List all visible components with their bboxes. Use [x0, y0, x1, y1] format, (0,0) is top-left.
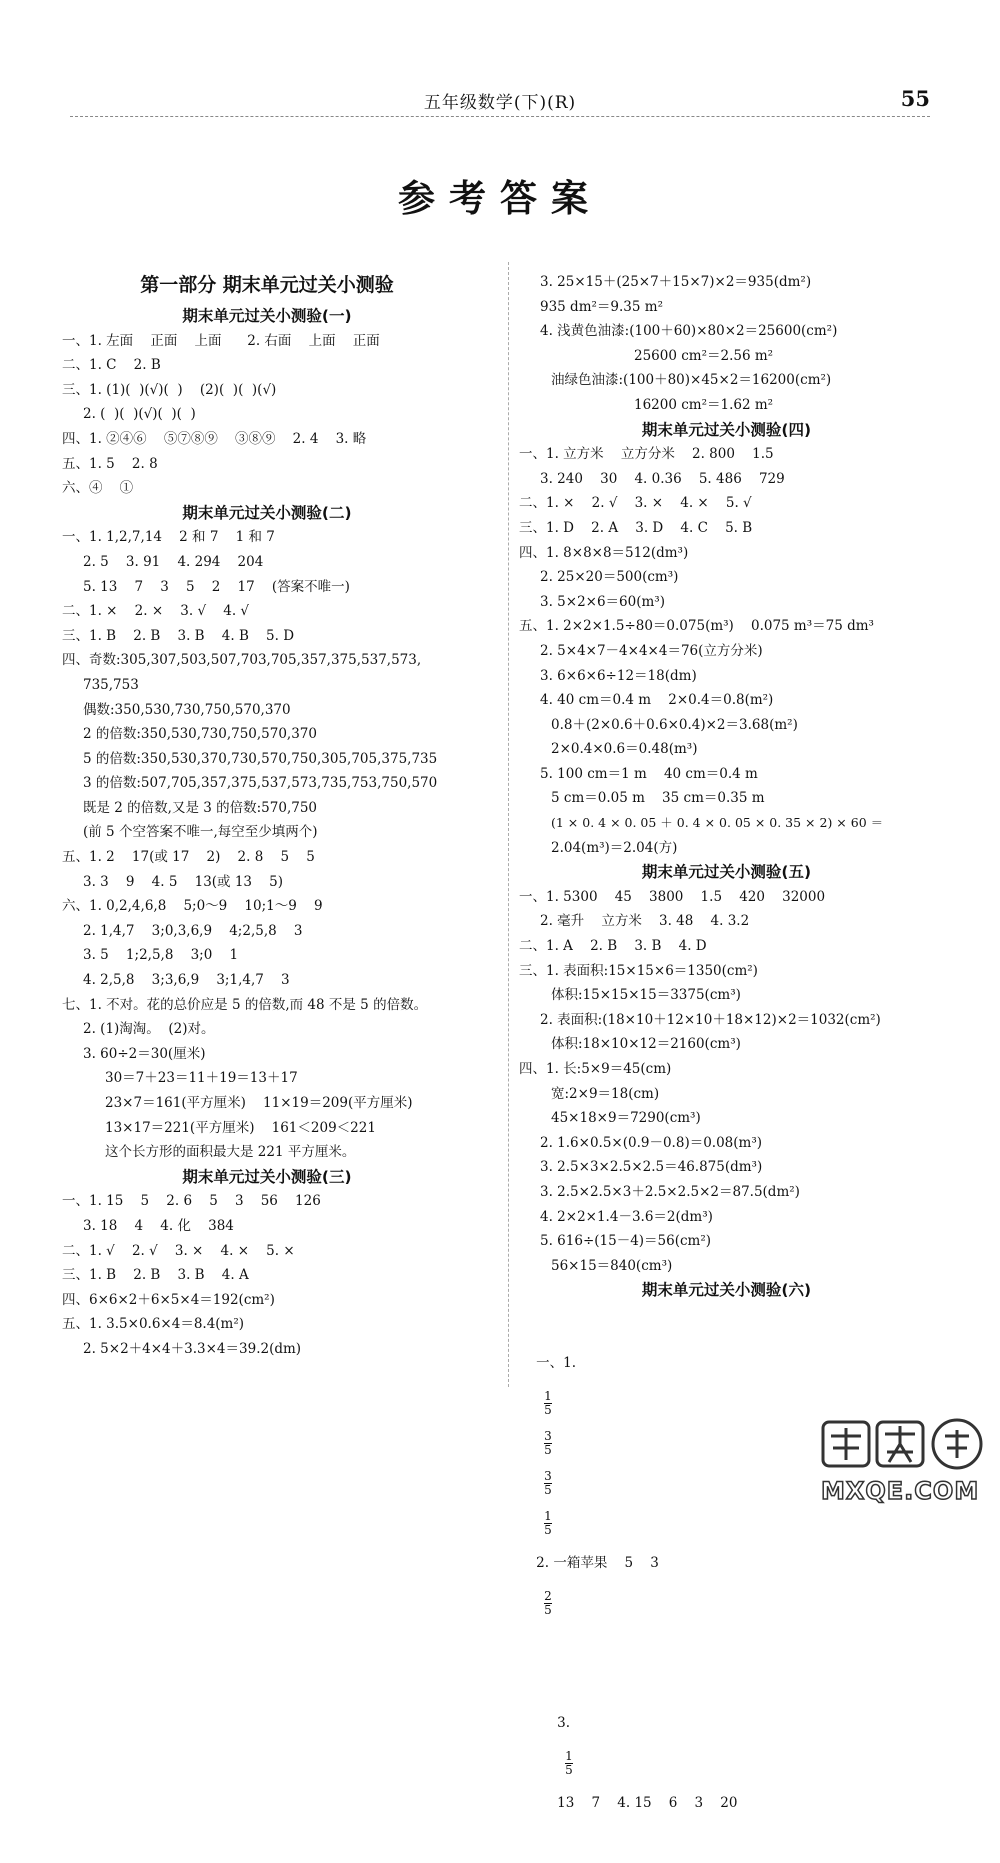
section-title-2: 期末单元过关小测验(二) — [182, 503, 352, 522]
answer-line: 三、1. 表面积:15×15×6＝1350(cm²) — [519, 962, 758, 979]
answer-line: 5 cm＝0.05 m 35 cm＝0.35 m — [551, 790, 765, 807]
answer-line: 4. 浅黄色油漆:(100＋60)×80×2＝25600(cm²) — [540, 323, 838, 340]
answer-line: 5. 13 7 3 5 2 17 (答案不唯一) — [83, 578, 350, 595]
answer-line: 2. 25×20＝500(cm³) — [540, 569, 679, 586]
answer-line: 56×15＝840(cm³) — [551, 1257, 673, 1274]
answer-line: 4. 40 cm＝0.4 m 2×0.4＝0.8(m²) — [540, 692, 774, 709]
answer-line: 四、6×6×2＋6×5×4＝192(cm²) — [62, 1291, 275, 1308]
answer-line: 3 的倍数:507,705,357,375,537,573,735,753,750,570 — [83, 775, 438, 792]
answer-line: 一、1. 左面 正面 上面 2. 右面 上面 正面 — [62, 332, 380, 349]
denominator: 5 — [544, 1482, 552, 1497]
answer-line: 宽:2×9＝18(cm) — [551, 1085, 660, 1102]
answer-prefix: 3. — [557, 1714, 571, 1731]
answer-line: (前 5 个空答案不唯一,每空至少填两个) — [83, 824, 318, 841]
answer-line-fractions — [519, 1663, 934, 1863]
answer-line: 六、④ ① — [62, 480, 134, 497]
answer-line: 五、1. 2×2×1.5÷80＝0.075(m³) 0.075 m³＝75 dm³ — [519, 618, 874, 635]
answer-line: 三、1. (1)( )(√)( ) (2)( )( )(√) — [62, 381, 277, 398]
answer-line: 4. 2×2×1.4－3.6＝2(dm³) — [540, 1208, 713, 1225]
answer-line: 3. 240 30 4. 0.36 5. 486 729 — [540, 470, 785, 487]
numerator: 1 — [544, 1508, 552, 1523]
numerator: 3 — [544, 1468, 552, 1483]
answer-line: 2×0.4×0.6＝0.48(m³) — [551, 741, 698, 758]
answer-line: 六、1. 0,2,4,6,8 5;0～9 10;1～9 9 — [62, 898, 323, 915]
answer-line: 3. 18 4 4. 化 384 — [83, 1217, 234, 1234]
numerator: 1 — [544, 1388, 552, 1403]
answer-line: 一、1. 立方米 立方分米 2. 800 1.5 — [519, 446, 774, 463]
answer-line: 四、奇数:305,307,503,507,703,705,357,375,537,573, — [62, 652, 422, 669]
answer-line: 3. 2.5×2.5×3＋2.5×2.5×2＝87.5(dm²) — [540, 1183, 800, 1200]
section-title-6: 期末单元过关小测验(六) — [641, 1281, 812, 1300]
answer-line: 2. ( )( )(√)( )( ) — [83, 406, 196, 423]
part-title: 第一部分 期末单元过关小测验 — [140, 274, 394, 296]
answer-line: 二、1. C 2. B — [62, 357, 161, 374]
answer-line: 3. 2.5×3×2.5×2.5＝46.875(dm³) — [540, 1159, 763, 1176]
fraction — [544, 1510, 552, 1537]
page-number: 55 — [900, 86, 930, 111]
answer-line: 2. (1)淘淘。 (2)对。 — [83, 1021, 215, 1038]
answer-line: 2. 5×2＋4×4＋3.3×4＝39.2(dm) — [83, 1340, 302, 1357]
answer-line: 3. 3 9 4. 5 13(或 13 5) — [83, 873, 284, 890]
fraction — [544, 1430, 552, 1457]
answer-line: 二、1. A 2. B 3. B 4. D — [519, 938, 707, 955]
answer-text: 2. 一箱苹果 5 3 — [536, 1554, 659, 1571]
answer-line: 二、1. √ 2. √ 3. × 4. × 5. × — [62, 1242, 295, 1259]
denominator: 5 — [544, 1402, 552, 1417]
numerator: 1 — [565, 1748, 573, 1763]
answer-line: 3. 25×15＋(25×7＋15×7)×2＝935(dm²) — [540, 274, 812, 290]
answer-line: 935 dm²＝9.35 m² — [540, 298, 663, 315]
answer-line: 5. 100 cm＝1 m 40 cm＝0.4 m — [540, 765, 758, 782]
answer-line: 2. 毫升 立方米 3. 48 4. 3.2 — [540, 913, 750, 930]
watermark-emblem — [817, 1414, 992, 1474]
answer-line: 13×17＝221(平方厘米) 161＜209＜221 — [105, 1119, 376, 1136]
answer-line: 一、1. 5300 45 3800 1.5 420 32000 — [519, 888, 826, 905]
answer-line: 体积:18×10×12＝2160(cm³) — [551, 1036, 741, 1053]
answer-line: 2. 5 3. 91 4. 294 204 — [83, 553, 264, 570]
answer-line: 5. 616÷(15－4)＝56(cm²) — [540, 1233, 712, 1250]
answer-line: 一、1. 1,2,7,14 2 和 7 1 和 7 — [62, 529, 275, 546]
answer-line: (1 × 0. 4 × 0. 05 ＋ 0. 4 × 0. 05 × 0. 35 × 2) × 60 ＝ — [551, 815, 884, 831]
answer-line: 0.8＋(2×0.6＋0.6×0.4)×2＝3.68(m²) — [551, 716, 798, 733]
answer-line: 2. 表面积:(18×10＋12×10＋18×12)×2＝1032(cm²) — [540, 1011, 881, 1028]
answer-prefix: 一、1. — [536, 1354, 577, 1371]
answer-line: 二、1. × 2. × 3. √ 4. √ — [62, 603, 250, 620]
denominator: 5 — [565, 1762, 573, 1777]
main-title: 参考答案 — [398, 177, 602, 220]
answer-line: 16200 cm²＝1.62 m² — [634, 396, 774, 413]
left-column — [62, 270, 472, 1362]
section-title-3: 期末单元过关小测验(三) — [182, 1167, 352, 1186]
answer-line: 25600 cm²＝2.56 m² — [634, 347, 774, 364]
answer-line: 3. 6×6×6÷12＝18(dm) — [540, 667, 697, 684]
fraction — [544, 1590, 552, 1617]
section-title-4: 期末单元过关小测验(四) — [641, 420, 812, 439]
denominator: 5 — [544, 1602, 552, 1617]
answer-line: 这个长方形的面积最大是 221 平方厘米。 — [105, 1144, 356, 1161]
answer-line: 2.04(m³)＝2.04(方) — [551, 839, 678, 856]
answer-line: 45×18×9＝7290(cm³) — [551, 1110, 701, 1127]
answer-line: 四、1. 长:5×9＝45(cm) — [519, 1061, 672, 1077]
answer-line: 4. 2,5,8 3;3,6,9 3;1,4,7 3 — [83, 972, 290, 989]
answer-line: 五、1. 2 17(或 17 2) 2. 8 5 5 — [62, 849, 315, 866]
answer-line: 30＝7＋23＝11＋19＝13＋17 — [105, 1070, 298, 1087]
answer-line: 偶数:350,530,730,750,570,370 — [83, 701, 291, 718]
answer-line: 五、1. 3.5×0.6×4＝8.4(m²) — [62, 1316, 245, 1333]
fraction — [565, 1750, 573, 1777]
answer-line: 2. 1,4,7 3;0,3,6,9 4;2,5,8 3 — [83, 922, 303, 939]
answer-line: 3. 5 1;2,5,8 3;0 1 — [83, 947, 239, 964]
answer-line: 三、1. B 2. B 3. B 4. B 5. D — [62, 627, 295, 644]
fraction — [544, 1470, 552, 1497]
answer-line: 一、1. 15 5 2. 6 5 3 56 126 — [62, 1193, 321, 1210]
section-title-5: 期末单元过关小测验(五) — [641, 863, 812, 882]
answer-line: 3. 60÷2＝30(厘米) — [83, 1045, 206, 1062]
answer-line: 三、1. D 2. A 3. D 4. C 5. B — [519, 519, 753, 536]
answer-line: 2 的倍数:350,530,730,750,570,370 — [83, 726, 317, 743]
answer-line: 五、1. 5 2. 8 — [62, 455, 158, 472]
fraction — [544, 1390, 552, 1417]
answer-line: 四、1. ②④⑥ ⑤⑦⑧⑨ ③⑧⑨ 2. 4 3. 略 — [62, 430, 367, 447]
answer-line: 四、1. 8×8×8＝512(dm³) — [519, 544, 689, 561]
answer-line: 既是 2 的倍数,又是 3 的倍数:570,750 — [83, 799, 318, 816]
numerator: 3 — [544, 1428, 552, 1443]
answer-line: 七、1. 不对。花的总价应是 5 的倍数,而 48 不是 5 的倍数。 — [62, 996, 428, 1013]
page-header — [70, 82, 930, 117]
section-title-1: 期末单元过关小测验(一) — [182, 307, 352, 325]
answer-line: 油绿色油漆:(100＋80)×45×2＝16200(cm²) — [551, 372, 832, 389]
denominator: 5 — [544, 1442, 552, 1457]
answer-line: 2. 5×4×7－4×4×4＝76(立方分米) — [540, 642, 763, 659]
answer-line: 23×7＝161(平方厘米) 11×19＝209(平方厘米) — [105, 1095, 413, 1111]
answer-line: 5 的倍数:350,530,370,730,570,750,305,705,375,735 — [83, 750, 438, 767]
answer-line: 2. 1.6×0.5×(0.9－0.8)＝0.08(m³) — [540, 1134, 763, 1151]
answer-line: 二、1. × 2. √ 3. × 4. × 5. √ — [519, 495, 752, 512]
answer-text: 13 7 4. 15 6 3 20 — [557, 1794, 738, 1811]
answer-line: 3. 5×2×6＝60(m³) — [540, 593, 665, 610]
answer-line: 体积:15×15×15＝3375(cm³) — [551, 987, 741, 1004]
denominator: 5 — [544, 1522, 552, 1537]
answer-line: 三、1. B 2. B 3. B 4. A — [62, 1267, 249, 1284]
watermark-logo — [817, 1414, 992, 1509]
watermark-url: MXQE.COM — [821, 1477, 980, 1505]
numerator: 2 — [544, 1588, 552, 1603]
answer-line: 735,753 — [83, 676, 139, 693]
book-title: 五年级数学(下)(R) — [423, 93, 577, 113]
